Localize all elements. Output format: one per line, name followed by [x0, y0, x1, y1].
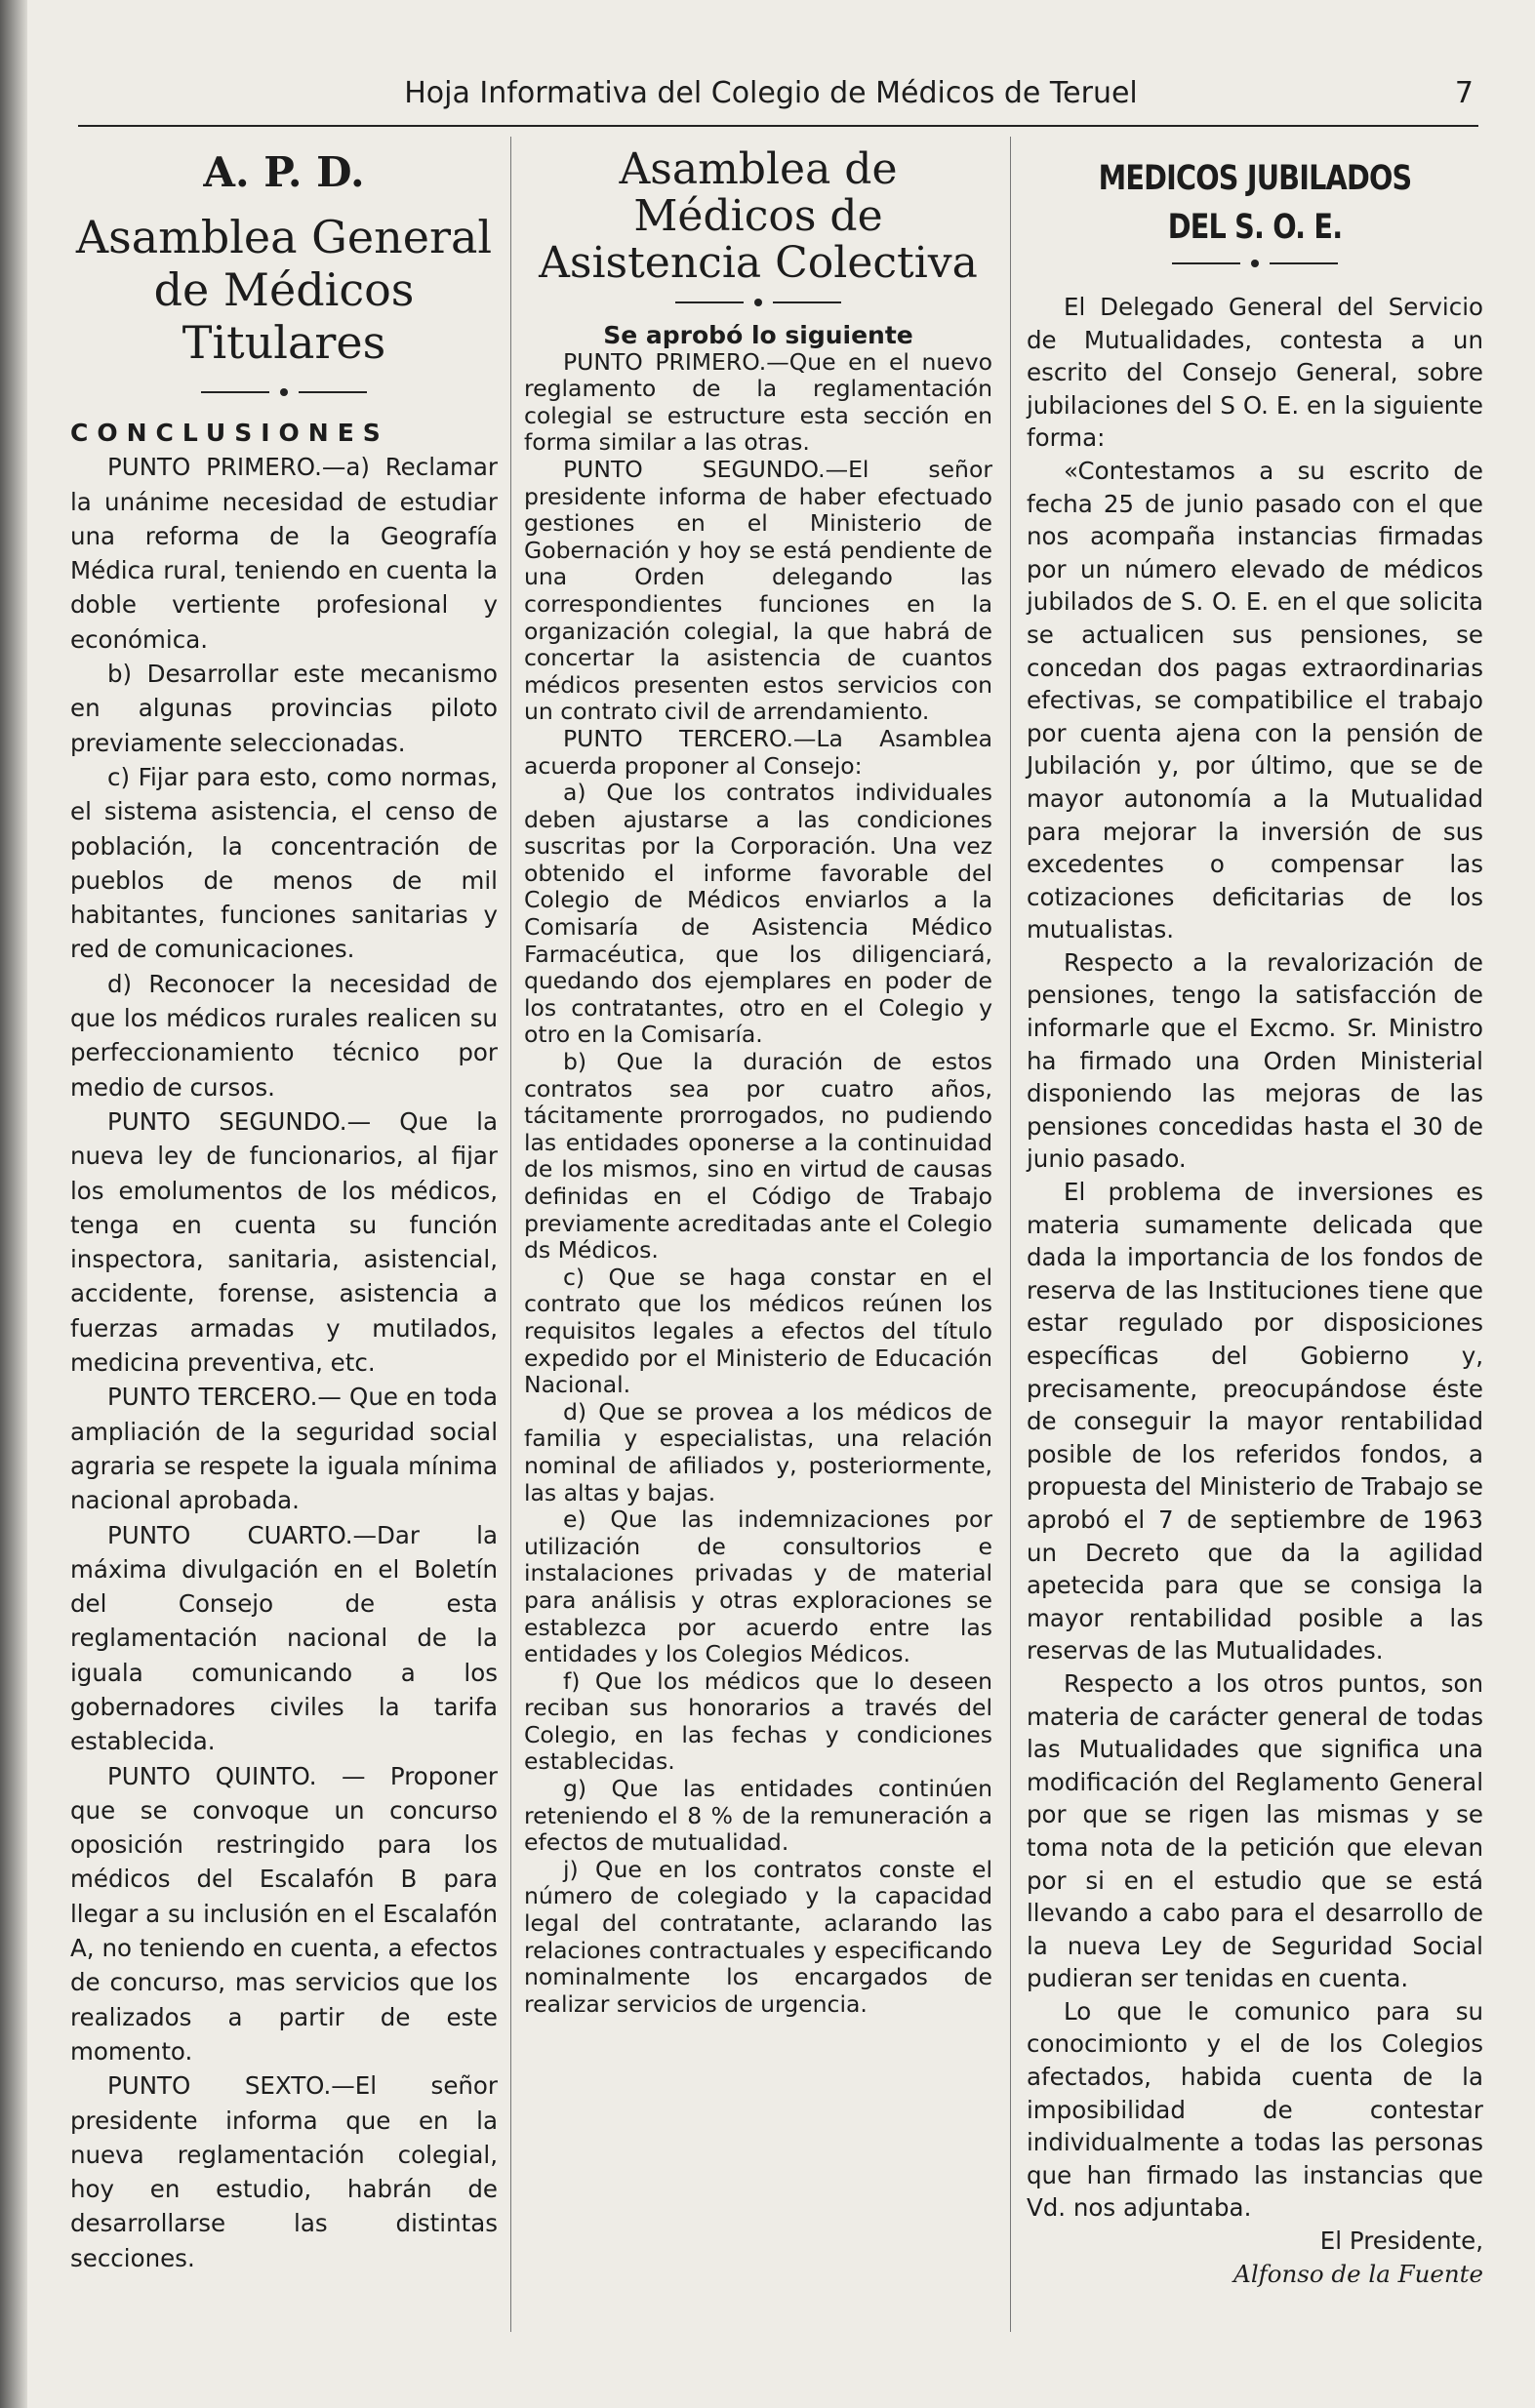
- col2-paragraph: b) Que la duración de estos contratos sea por cuatro años, tácitamente prorrogados, no pudiendo las entidades oponerse a la continuidad de los mismos, sino en virtud de causas definidas en el Código de Trabajo previamente acreditadas ante el Colegio ds Médicos.: [524, 1048, 992, 1264]
- ornament-divider-icon: [1172, 258, 1338, 269]
- col1-paragraph: PUNTO SEXTO.—El señor presidente informa que en la nueva reglamentación colegial, hoy en estudio, habrán de desarrollarse las distintas secciones.: [70, 2071, 498, 2272]
- col3-paragraph: Respecto a los otros puntos, son materia de carácter general de todas las Mutualidades que significa una modificación del Reglamento General por que se rigen las mismas y se toma nota de la petición que elevan por si en el estudio que se está llevando a cabo para el desarrollo de la nueva Ley de Seguridad Social pudieran ser tenidas en cuenta.: [1027, 1668, 1483, 1993]
- header-rule: [78, 125, 1478, 127]
- col2-paragraph: PUNTO SEGUNDO.—El señor presidente informa de haber efectuado gestiones en el Ministerio de Gobernación y hoy se está pendiente de una Orden delegando las correspondientes funciones en la organización colegial, la que habrá de concertar la asistencia de cuantos médicos presenten estos servicios con un contrato civil de arrendamiento.: [524, 455, 992, 726]
- signature-name: Alfonso de la Fuente: [1233, 2259, 1483, 2288]
- article-title-titulares: Asamblea General de Médicos Titulares: [75, 211, 493, 369]
- col3-paragraph: El Delegado General del Servicio de Mutualidades, contesta a un escrito del Consejo General, sobre jubilaciones del S O. E. en la siguiente forma:: [1027, 293, 1483, 453]
- column-divider-1: [510, 137, 511, 2332]
- subheading-aprobado: Se aprobó lo siguiente: [603, 321, 913, 349]
- col1-paragraph: PUNTO QUINTO. — Proponer que se convoque un concurso oposición restringido para los médicos del Escalafón B para llegar a su inclusión en el Escalafón A, no teniendo en cuenta, a efectos de concurso, mas servicios que los realizados a partir de este momento.: [70, 1761, 498, 2066]
- col2-paragraph: e) Que las indemnizaciones por utilización de consultorios e instalaciones privadas y de material para análisis y otras exploraciones se establezca por acuerdo entre las entidades y los Colegios Médicos.: [524, 1505, 992, 1668]
- column-jubilados: [1027, 146, 1483, 2290]
- col2-paragraph: d) Que se provea a los médicos de familia y especialistas, una relación nominal de afiliados y, posteriormente, las altas y bajas.: [524, 1397, 992, 1506]
- page-number: 7: [1454, 76, 1474, 110]
- article-title-jubilados: MEDICOS JUBILADOS DEL S. O. E.: [1098, 159, 1412, 247]
- col3-paragraph: Lo que le comunico para su conocimionto y el de los Colegios afectados, habida cuenta de la imposibilidad de contestar individualmente a todas las personas que han firmado las instancias que Vd. nos adjuntaba.: [1027, 1996, 1483, 2223]
- col1-paragraph: d) Reconocer la necesidad de que los médicos rurales realicen su perfeccionamiento técnico por medio de cursos.: [70, 969, 498, 1102]
- col1-paragraph: b) Desarrollar este mecanismo en algunas provincias piloto previamente seleccionadas.: [70, 660, 498, 757]
- apd-heading: A. P. D.: [203, 148, 365, 196]
- col1-paragraph: c) Fijar para esto, como normas, el sistema asistencia, el censo de población, la concentración de pueblos de menos de mil habitantes, funciones sanitarias y red de comunicaciones.: [70, 762, 498, 964]
- header-title: Hoja Informativa del Colegio de Médicos de Teruel: [404, 76, 1138, 110]
- conclusiones-heading: CONCLUSIONES: [70, 419, 389, 447]
- col2-paragraph: PUNTO TERCERO.—La Asamblea acuerda proponer al Consejo:: [524, 724, 992, 780]
- col2-paragraph: g) Que las entidades continúen reteniendo el 8 % de la remuneración a efectos de mutualidad.: [524, 1775, 992, 1857]
- page-header: [68, 64, 1474, 123]
- col1-paragraph: PUNTO TERCERO.— Que en toda ampliación de la seguridad social agraria se respete la iguala mínima nacional aprobada.: [70, 1383, 498, 1515]
- col2-paragraph: PUNTO PRIMERO.—Que en el nuevo reglamento de la reglamentación colegial se estructure esta sección en forma similar a las otras.: [524, 347, 992, 457]
- col2-paragraph: a) Que los contratos individuales deben ajustarse a las condiciones suscritas por la Corporación. Una vez obtenido el informe favorable del Colegio de Médicos enviarlos a la Comisaría de Asistencia Médico Farmacéutica, que los diligenciará, quedando dos ejemplares en poder de los contratantes, otro en el Colegio y otro en la Comisaría.: [524, 779, 992, 1049]
- ornament-divider-icon: [201, 386, 367, 398]
- ornament-divider-icon: [675, 297, 841, 308]
- col1-paragraph: PUNTO SEGUNDO.— Que la nueva ley de funcionarios, al fijar los emolumentos de los médicos, tenga en cuenta su función inspectora, sanitaria, asistencial, accidente, forense, asistencia a fuerzas armadas y mutilados, medicina preventiva, etc.: [70, 1106, 498, 1378]
- col1-paragraph: PUNTO CUARTO.—Dar la máxima divulgación en el Boletín del Consejo de esta reglamentación nacional de la iguala comunicando a los gobernadores civiles la tarifa establecida.: [70, 1520, 498, 1756]
- page-gutter-shadow: [0, 0, 27, 2408]
- col1-paragraph: PUNTO PRIMERO.—a) Reclamar la unánime necesidad de estudiar una reforma de la Geografía Médica rural, teniendo en cuenta la doble vertiente profesional y económica.: [70, 453, 498, 654]
- col2-paragraph: f) Que los médicos que lo deseen reciban sus honorarios a través del Colegio, en las fechas y condiciones establecidas.: [524, 1666, 992, 1776]
- col2-paragraph: c) Que se haga constar en el contrato que los médicos reúnen los requisitos legales a efectos del título expedido por el Ministerio de Educación Nacional.: [524, 1263, 992, 1399]
- col2-paragraph: j) Que en los contratos conste el número de colegiado y la capacidad legal del contratante, aclarando las relaciones contractuales y especificando nominalmente los encargados de realizar servicios de urgencia.: [524, 1855, 992, 2018]
- col3-paragraph: «Contestamos a su escrito de fecha 25 de junio pasado con el que nos acompaña instancias firmadas por un número elevado de médicos jubilados de S. O. E. en el que solicita se actualicen sus pensiones, se concedan dos pagas extraordinarias efectivas, se compatibilice el trabajo por cuenta ajena con la pensión de Jubilación y, por último, que se de mayor autonomía a la Mutualidad para mejorar la inversión de sus excedentes o compensar las cotizaciones deficitarias de los mutualistas.: [1027, 456, 1483, 944]
- col3-paragraph: El problema de inversiones es materia sumamente delicada que dada la importancia de los fondos de reserva de las Instituciones tiene que estar regulado por disposiciones específicas del Gobierno y, precisamente, preocupándose éste de conseguir la mayor rentabilidad posible de los referidos fondos, a propuesta del Ministerio de Trabajo se aprobó el 7 de septiembre de 1963 un Decreto que da la agilidad apetecida para que se consiga la mayor rentabilidad posible a las reservas de las Mutualidades.: [1027, 1178, 1483, 1666]
- article-title-asistencia: Asamblea de Médicos de Asistencia Colectiva: [539, 144, 978, 288]
- column-asistencia-colectiva: [524, 146, 992, 2018]
- signature-role: El Presidente,: [1319, 2227, 1483, 2256]
- column-apd: [70, 146, 498, 2275]
- column-divider-2: [1010, 137, 1011, 2332]
- col3-paragraph: Respecto a la revalorización de pensiones, tengo la satisfacción de informarle que el Excmo. Sr. Ministro ha firmado una Orden Ministerial disponiendo las mejoras de las pensiones concedidas hasta el 30 de junio pasado.: [1027, 947, 1483, 1174]
